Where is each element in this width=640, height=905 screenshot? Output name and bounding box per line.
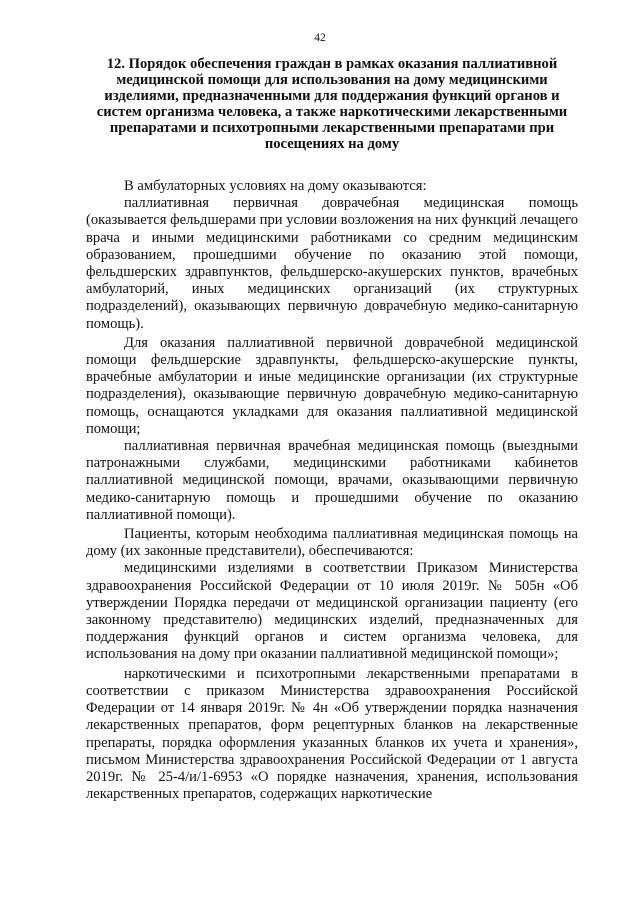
section-heading: 12. Порядок обеспечения граждан в рамках оказания паллиативной медицинской помощи для использования на дому медицинскими изделиями, предназначенными для поддержания функций органов и систем организма человека, а также наркотическими лекарственными препаратами и психотропными лекарственными препаратами при посещениях на дому bbox=[96, 56, 568, 153]
paragraph-prevrach-help: паллиативная первичная доврачебная медицинская помощь (оказывается фельдшерами при условии возложения на них функций лечащего врача и иными медицинскими работниками со средним медицинским образованием, прошедшими обучение по оказанию этой помощи, фельдшерских здравпунктов, фельдшерско-акушерских пунктов, врачебных амбулаторий, иных медицинских организаций (их структурных подразделений), оказывающих первичную доврачебную медико-санитарную помощь). bbox=[86, 195, 578, 332]
paragraph-narcotics: наркотическими и психотропными лекарственными препаратами в соответствии с приказом Министерства здравоохранения Российской Федерации от 14 января 2019г. № 4н «Об утверждении порядка назначения лекарственных препаратов, форм рецептурных бланков на лекарственные препараты, порядка оформления указанных бланков их учета и хранения», письмом Министерства здравоохранения Российской Федерации от 1 августа 2019г. № 25-4/и/1-6953 «О порядке назначения, хранения, использования лекарственных препаратов, содержащих наркотические bbox=[86, 665, 578, 803]
paragraph-equipment: Для оказания паллиативной первичной доврачебной медицинской помощи фельдшерские здравпункты, фельдшерско-акушерские пункты, врачебные амбулатории и иные медицинские организации (их структурные подразделения), оказывающие первичную доврачебную медико-санитарную помощь, оснащаются укладками для оказания паллиативной медицинской помощи; bbox=[86, 334, 578, 437]
body-text bbox=[86, 178, 578, 803]
page-number: 42 bbox=[314, 32, 326, 44]
paragraph-devices: медицинскими изделиями в соответствии Приказом Министерства здравоохранения Российской Федерации от 10 июля 2019г. № 505н «Об утверждении Порядка передачи от медицинской организации пациенту (его законному представителю) медицинских изделий, предназначенных для поддержания функций органов и систем организма человека, для использования на дому при оказании паллиативной медицинской помощи»; bbox=[86, 560, 578, 663]
paragraph-intro: В амбулаторных условиях на дому оказываются: bbox=[124, 178, 427, 194]
paragraph-vrach-help: паллиативная первичная врачебная медицинская помощь (выездными патронажными службами, медицинскими работниками кабинетов паллиативной медицинской помощи, врачами, оказывающими первичную медико-санитарную помощь и прошедшими обучение по оказанию паллиативной помощи). bbox=[86, 438, 578, 523]
paragraph-patients: Пациенты, которым необходима паллиативная медицинская помощь на дому (их законные представители), обеспечиваются: bbox=[86, 526, 578, 560]
